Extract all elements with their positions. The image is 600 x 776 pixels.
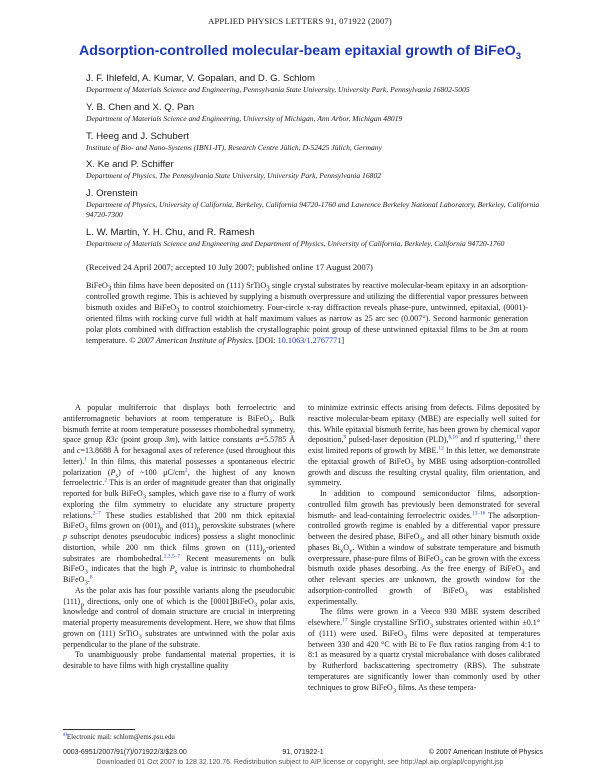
italic-symbol: P: [110, 467, 116, 477]
body-text: films. As these tempera-: [396, 682, 477, 692]
abstract-text: thin films have been deposited on (111) SrTiO: [111, 281, 267, 290]
reference-marker: 1: [84, 456, 87, 463]
subscript: s: [174, 568, 178, 576]
body-text: can be grown with the excess bismuth oxide phases desorbing. As the free energy of BiFeO: [308, 553, 540, 574]
subscript: 3: [269, 418, 273, 426]
body-text: In thin films, this material possesses a spontaneous electric polarization (: [63, 456, 295, 477]
body-text: As the polar axis has four possible variants along the pseudocubic ⟨111⟩: [63, 585, 295, 606]
body-text: To unambiguously probe fundamental material properties, it is desirable to have films with high crystalline quality: [63, 650, 295, 670]
body-text: perovskite substrates (where: [200, 521, 295, 531]
body-text: The films were grown in a Veeco 930 MBE system described elsewhere.: [308, 607, 540, 627]
italic-symbol: 3m: [165, 435, 175, 445]
doi-prefix: [DOI:: [256, 336, 278, 345]
reference-marker: 12: [438, 445, 444, 452]
subscript: x: [339, 547, 344, 555]
italic-symbol: a: [255, 435, 260, 445]
body-text: This is an order of magnitude greater than that originally reported for bulk BiFeO: [63, 478, 295, 498]
abstract-italic: 3m: [489, 325, 500, 334]
body-column-right: [308, 403, 540, 693]
body-text: films grown on (001): [87, 521, 160, 531]
body-text: The adsorption-controlled growth regime is enabled by a differential vapor pressure between the desired phase, BiFeO: [308, 510, 541, 541]
received-dates: (Received 24 April 2007; accepted 10 July 2007; published online 17 August 2007): [86, 262, 373, 272]
reference-marker: 2,3,5–7: [163, 552, 181, 559]
body-text: Recent measurements on bulk BiFeO: [63, 553, 295, 574]
subscript: p: [80, 601, 85, 609]
subscript: 3: [464, 590, 468, 598]
footnote-marker: a): [63, 732, 67, 738]
body-text: A popular multiferroic that displays both ferroelectric and antiferromagnetic behaviors at room temperature is BiFeO: [63, 403, 295, 423]
body-text: and other relevant species are unknown, the growth window for the adsorption-controlled growth of BiFeO: [308, 564, 540, 595]
subscript: y: [349, 547, 353, 555]
body-text: there exist limited reports of growth by MBE.: [308, 435, 541, 455]
body-text: by MBE using adsorption-controlled growth and discuss the resulting crystal quality, film orientation, and symmetry.: [308, 456, 541, 488]
body-text: indicates that the high: [87, 564, 170, 574]
body-text: , the highest of any known ferroelectric.: [63, 467, 296, 488]
author-block: [86, 102, 556, 124]
body-paragraph: [308, 403, 540, 489]
body-text: to minimize extrinsic effects arising from defects. Films deposited by reactive molecular-beam epitaxy (MBE) are especially well suited for this. While epitaxial bismuth ferrite, has been grown by chemical vapor deposition,: [308, 403, 540, 445]
abstract-text: single crystal substrates by reactive molecular-beam epitaxy in an adsorption-controlled growth regime. This is achieved by supplying a bismuth overpressure and utilizing the differential vapor pressures between bismuth oxides and BiFeO: [86, 281, 528, 312]
author-block: [86, 227, 556, 249]
body-text: was established experimentally.: [308, 585, 540, 606]
body-text: substrates are untwinned with the polar axis perpendicular to the plane of the substrate.: [63, 628, 296, 649]
author-affiliation: Department of Physics, The Pennsylvania State University, University Park, Pennsylvania 16802: [86, 171, 382, 181]
author-affiliation: Department of Materials Science and Engineering, University of Michigan, Ann Arbor, Michigan 48019: [86, 113, 403, 123]
author-names: J. F. Ihlefeld, A. Kumar, V. Gopalan, and D. G. Schlom: [86, 73, 315, 84]
author-names: T. Heeg and J. Schubert: [86, 130, 189, 142]
reference-marker: 11: [516, 434, 522, 441]
abstract-text: to control stoichiometry. Four-circle x-ray diffraction reveals phase-pure, untwinned, epitaxial, (0001)-oriented films with rocking curve full width at half maximum values as narrow as 25 arc sec (0.007°). Second harmonic generation polar plots combined with diffraction establish the crystallographic point group of these untwinned epitaxial films to be: [86, 303, 528, 334]
body-text: pulsed-laser deposition (PLD),: [346, 435, 449, 445]
subscript: 3: [84, 579, 88, 587]
body-text: and rf sputtering,: [457, 435, 517, 445]
author-block: [86, 73, 556, 95]
body-text: and (011): [163, 521, 197, 531]
reference-marker: 2: [104, 477, 108, 484]
author-affiliations: [86, 73, 556, 256]
subscript: 3: [253, 601, 258, 609]
body-paragraph: [63, 403, 295, 586]
reference-marker: 6,10: [448, 434, 458, 441]
title-text: Adsorption-controlled molecular-beam epitaxial growth of BiFeO: [79, 43, 516, 59]
footnote: [63, 733, 175, 741]
body-text: polar axis, knowledge and control of domain structure are crucial in interpreting material property measurements development. Here, we show that films grown on (111) SrTiO: [63, 596, 295, 638]
body-text: Single crystalline SrTiO: [347, 618, 430, 627]
author-affiliation: Institute of Bio- and Nano-Systems (IBN1-IT), Research Centre Jülich, D-52425 Jülich, Germany: [86, 142, 382, 152]
subscript: p: [262, 547, 266, 555]
body-text: value is intrinsic to rhombohedral BiFeO: [63, 564, 295, 584]
body-paragraph: [63, 586, 295, 651]
abstract-text: at room temperature.: [86, 325, 528, 345]
body-paragraph: [63, 650, 295, 672]
subscript: 3: [521, 568, 525, 576]
body-paragraph: [308, 489, 540, 607]
subscript: 3: [138, 633, 142, 641]
body-text: (point group: [118, 435, 166, 445]
footnote-text: Electronic mail: schlom@ems.psu.edu: [66, 733, 175, 741]
footer-copyright: © 2007 American Institute of Physics: [428, 749, 543, 756]
author-names: L. W. Martin, Y. H. Chu, and R. Ramesh: [86, 226, 255, 238]
body-text: =5.5785 Å and: [63, 435, 296, 455]
italic-symbol: P: [169, 564, 175, 574]
body-text: ) of ~100 μC/cm: [118, 467, 185, 477]
body-text: ), with lattice constants: [174, 435, 256, 445]
body-text: These studies established that 200 nm thick epitaxial BiFeO: [63, 510, 295, 531]
abstract-sub: 3: [266, 285, 270, 293]
author-names: X. Ke and P. Schiffer: [86, 159, 174, 171]
footer-page-number: 91, 071922-1: [282, 749, 324, 756]
author-names: J. Orenstein: [86, 188, 138, 200]
subscript: 3: [419, 536, 423, 544]
subscript: 3: [429, 622, 433, 630]
body-text: , and all other binary bismuth oxide phases Bi: [308, 532, 540, 552]
footer-issn: 0003-6951/2007/91(7)/071922/3/$23.00: [63, 749, 187, 756]
author-affiliation: Department of Physics, University of California, Berkeley, California 94720-1760 and Lawrence Berkeley National Laboratory, Berkeley, California 94720-7300: [86, 200, 540, 219]
author-block: [86, 159, 556, 181]
subscript: 3: [142, 493, 147, 501]
reference-marker: 17: [342, 617, 348, 624]
body-text: In this letter, we demonstrate the epitaxial growth of BiFeO: [308, 446, 540, 466]
italic-symbol: c: [76, 446, 81, 455]
article-title: [0, 43, 600, 62]
reference-marker: 2: [184, 466, 188, 473]
body-text: samples, which gave rise to a flurry of work exploring the film symmetry to elucidate any structure property relations.: [63, 489, 295, 520]
reference-marker: 8: [89, 574, 93, 581]
subscript: p: [159, 525, 164, 533]
italic-symbol: R3c: [105, 435, 119, 445]
doi-link[interactable]: 10.1063/1.2767771: [277, 336, 342, 345]
subscript: 3: [410, 461, 414, 469]
body-text: =13.8688 Å for hexagonal axes of reference (used throughout this letter).: [63, 446, 295, 466]
body-text: In addition to compound semiconductor films, adsorption-controlled film growth has previously been demonstrated for several bismuth- and lead-containing ferroelectric oxides.: [308, 489, 540, 520]
body-text: O: [343, 542, 350, 552]
body-text: .: [87, 575, 90, 584]
author-names: Y. B. Chen and X. Q. Pan: [86, 101, 195, 113]
reference-marker: 2–7: [92, 509, 101, 516]
body-text: -oriented substrates are rhombohedral.: [63, 542, 295, 563]
body-text: . Bulk bismuth ferrite at room temperature possesses rhombohedral symmetry, space group: [63, 413, 295, 445]
journal-header: APPLIED PHYSICS LETTERS 91, 071922 (2007): [208, 16, 392, 26]
body-text: substrates oriented within ±0.1° of (111) were used. BiFeO: [308, 618, 541, 638]
body-text: directions, only one of which is the [0001]BiFeO: [84, 596, 254, 606]
abstract-sub: 3: [176, 307, 180, 315]
title-subscript: 3: [515, 50, 521, 62]
author-affiliation: Department of Materials Science and Engineering and Department of Physics, University of California, Berkeley, California 94720-1760: [86, 238, 505, 248]
abstract: BiFeO$_3$ thin films have been deposited on (111) SrTiO$_3$ single crystal substrates by reactive molecular-beam epitaxy in an adsorption-controlled growth regime. This is achieved by supplying a bismuth overpressure and utilizing the differential vapor pressures between bismuth oxides and BiFeO$_3$ to control stoichiometry. Four-circle x-ray diffraction reveals phase-pure, untwinned, epitaxial, (0001)-oriented films with rocking curve full width at half maximum values as narrow as 25 arc sec (0.007°). Second harmonic generation polar plots combined with diffraction establish the crystallographic point group of these untwinned epitaxial films to be 3m at room temperature. © 2007 American Institute of Physics. [DOI: 10.1063/1.2767771]: [86, 281, 528, 345]
author-block: [86, 188, 556, 220]
subscript: 3: [84, 525, 88, 533]
author-block: [86, 131, 556, 153]
body-paragraph: [308, 607, 540, 693]
body-text: subscript denotes pseudocubic indices) possess a slight monoclinic distortion, while 200 nm thick films grown on (111): [63, 532, 295, 552]
reference-marker: 13–16: [471, 509, 486, 516]
body-text: films were deposited at temperatures between 330 and 420 °C with Bi to Fe flux ratios ranging from 4:1 to 8:1 as measured by a quartz crystal microbalance with doses calibrated by Rutherford backscattering spectrometry (RBS). The substrate temperatures are significantly lower than commonly used by other techniques to grow BiFeO: [308, 628, 540, 692]
italic-symbol: p: [63, 532, 68, 541]
body-text: . Within a window of substrate temperature and bismuth overpressure, phase-pure films of BiFeO: [308, 542, 540, 563]
subscript: 3: [392, 687, 397, 695]
subscript: 3: [439, 558, 443, 566]
subscript: 3: [403, 633, 407, 641]
subscript: p: [196, 525, 201, 533]
doi-suffix: ]: [341, 336, 345, 345]
download-notice: Downloaded 01 Oct 2007 to 128.32.120.76. Redistribution subject to AIP license or copyright, see http://apl.aip.org/apl/copyright.jsp: [96, 759, 504, 766]
reference-marker: 9: [343, 434, 347, 441]
body-column-left: [63, 403, 295, 672]
subscript: 3: [84, 568, 88, 576]
footnote-divider: [63, 729, 135, 730]
subscript: s: [115, 472, 119, 480]
author-affiliation: Department of Materials Science and Engineering, Pennsylvania State University, University Park, Pennsylvania 16802-5005: [86, 85, 470, 94]
abstract-sub: 3: [107, 285, 112, 293]
copyright-notice: © 2007 American Institute of Physics.: [129, 336, 254, 345]
